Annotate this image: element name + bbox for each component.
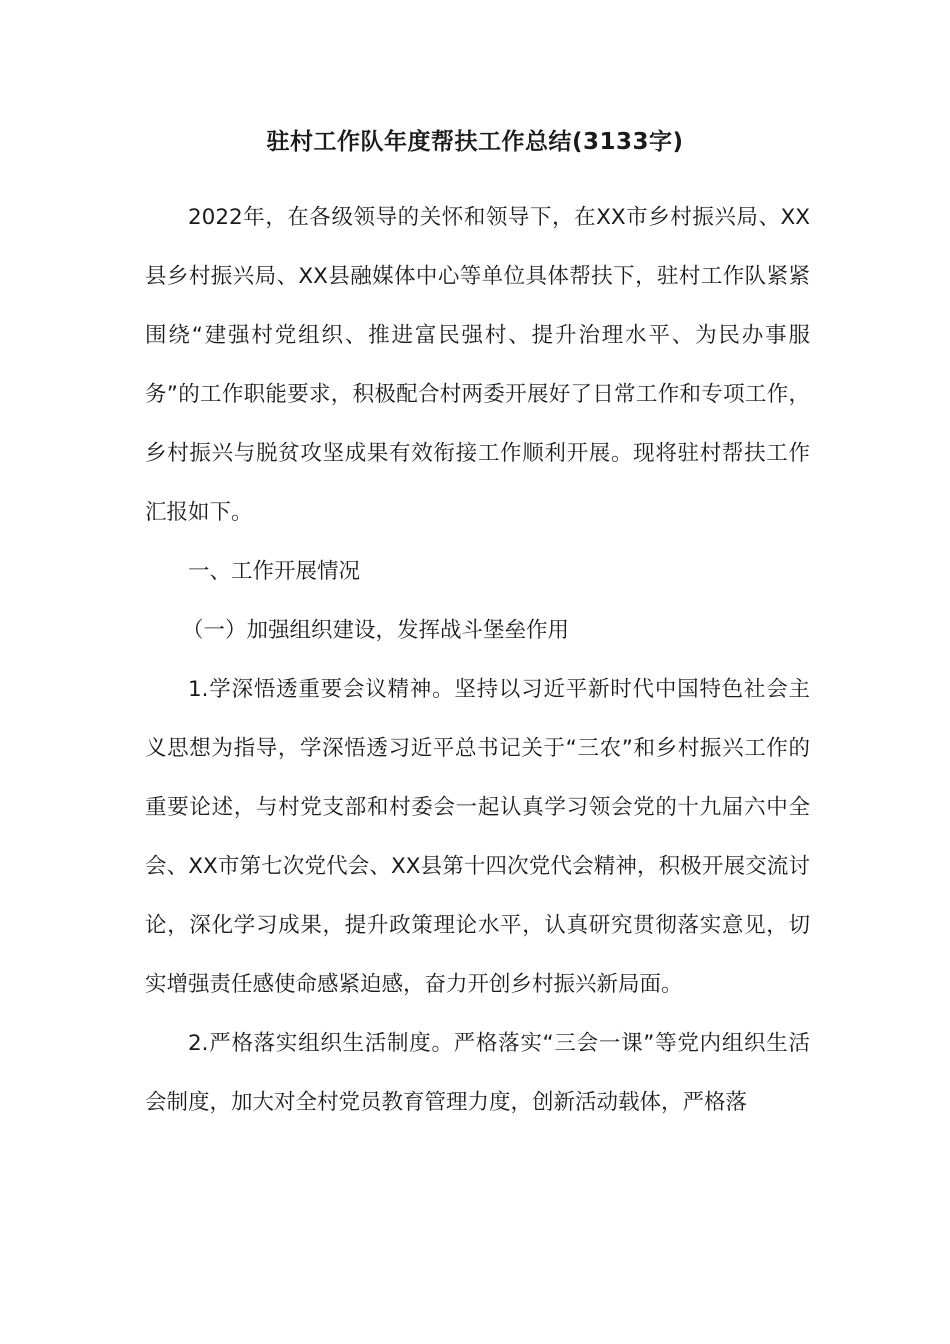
- subsection-heading: （一）加强组织建设，发挥战斗堡垒作用: [182, 618, 570, 643]
- section-heading: 一、工作开展情况: [188, 559, 361, 584]
- intro-paragraph: 2022年，在各级领导的关怀和领导下，在XX市乡村振兴局、XX县乡村振兴局、XX县融媒体中心等单位具体帮扶下，驻村工作队紧紧围绕“建强村党组织、推进富民强村、提升治理水平、为民办事服务”的工作职能要求，积极配合村两委开展好了日常工作和专项工作，乡村振兴与脱贫攻坚成果有效衔接工作顺利开展。现将驻村帮扶工作汇报如下。: [145, 205, 810, 525]
- item-1-paragraph: 1.学深悟透重要会议精神。坚持以习近平新时代中国特色社会主义思想为指导，学深悟透习近平总书记关于“三农”和乡村振兴工作的重要论述，与村党支部和村委会一起认真学习领会党的十九届六中全会、XX市第七次党代会、XX县第十四次党代会精神，积极开展交流讨论，深化学习成果，提升政策理论水平，认真研究贯彻落实意见，切实增强责任感使命感紧迫感，奋力开创乡村振兴新局面。: [145, 677, 810, 997]
- document-title: 驻村工作队年度帮扶工作总结(3133字): [266, 129, 684, 155]
- document-body: [145, 188, 810, 1132]
- item-2-paragraph: 2.严格落实组织生活制度。严格落实“三会一课”等党内组织生活会制度，加大对全村党员教育管理力度，创新活动载体，严格落: [145, 1031, 810, 1115]
